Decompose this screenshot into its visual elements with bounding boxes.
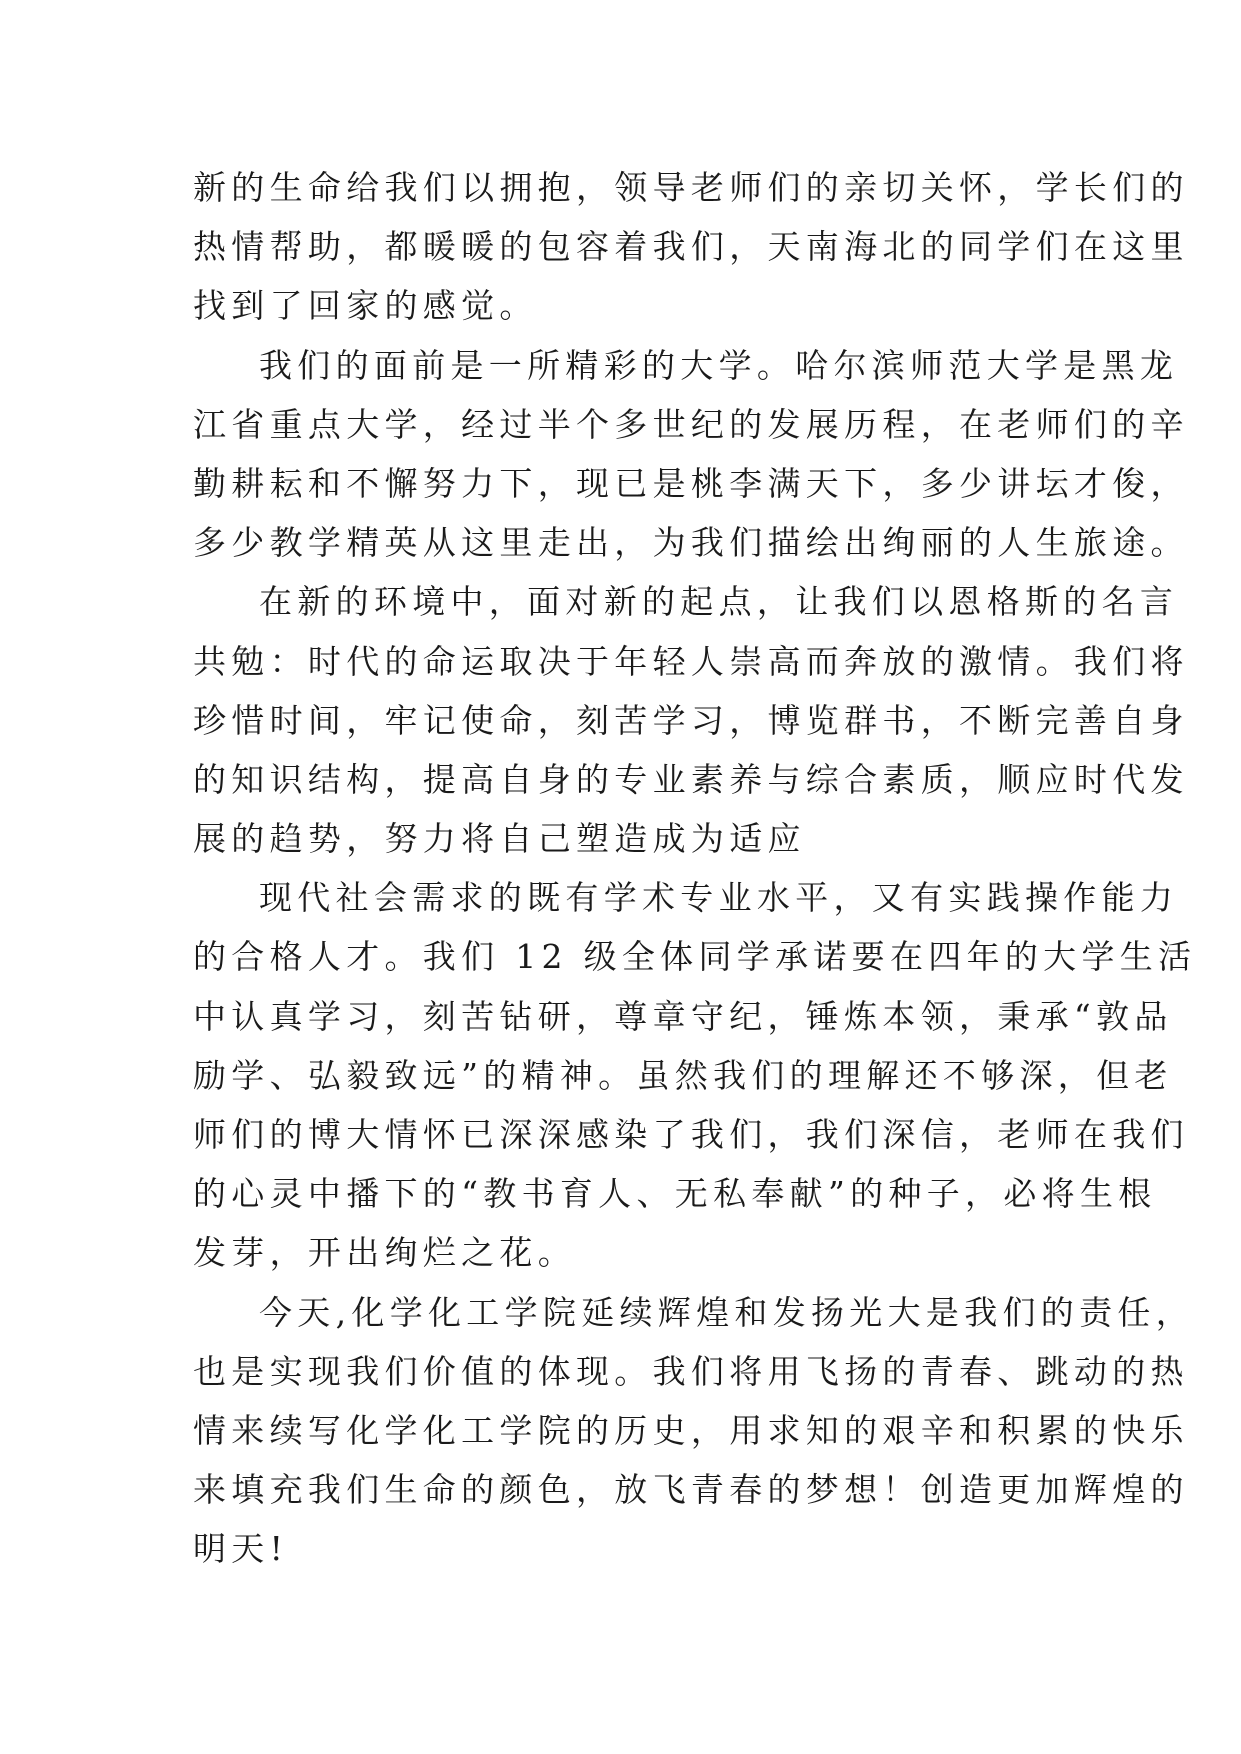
text-line: 新的生命给我们以拥抱，领导老师们的亲切关怀，学长们的 xyxy=(193,168,1189,207)
text-line: 中认真学习，刻苦钻研，尊章守纪，锤炼本领，秉承“敦品 xyxy=(193,996,1173,1036)
text-line: 共勉：时代的命运取决于年轻人崇高而奔放的激情。我们将 xyxy=(193,641,1189,681)
text-line: 励学、弘毅致远”的精神。虽然我们的理解还不够深，但老 xyxy=(193,1055,1173,1095)
text-line: 珍惜时间，牢记使命，刻苦学习，博览群书，不断完善自身 xyxy=(193,700,1189,740)
text-line: 明天! xyxy=(193,1529,289,1569)
text-line: 勤耕耘和不懈努力下，现已是桃李满天下，多少讲坛才俊， xyxy=(193,463,1189,503)
text-line: 找到了回家的感觉。 xyxy=(193,286,538,326)
text-line: 师们的博大情怀已深深感染了我们，我们深信，老师在我们 xyxy=(193,1115,1189,1154)
paragraph-first-line: 我们的面前是一所精彩的大学。哈尔滨师范大学是黑龙 xyxy=(259,345,1179,385)
paragraph-first-line: 在新的环境中，面对新的起点，让我们以恩格斯的名言 xyxy=(259,582,1179,622)
text-line: 的知识结构，提高自身的专业素养与综合素质，顺应时代发 xyxy=(193,759,1189,799)
paragraph-first-line: 今天,化学化工学院延续辉煌和发扬光大是我们的责任， xyxy=(259,1292,1194,1332)
text-line: 多少教学精英从这里走出，为我们描绘出绚丽的人生旅途。 xyxy=(193,523,1189,563)
text-line: 来填充我们生命的颜色，放飞青春的梦想！创造更加辉煌的 xyxy=(193,1470,1189,1510)
text-line: 的心灵中播下的“教书育人、无私奉献”的种子，必将生根 xyxy=(193,1174,1157,1214)
text-line: 展的趋势，努力将自己塑造成为适应 xyxy=(193,819,806,859)
document-body xyxy=(193,158,1197,1579)
text-line: 热情帮助，都暖暖的包容着我们，天南海北的同学们在这里 xyxy=(193,227,1189,267)
text-line: 江省重点大学，经过半个多世纪的发展历程，在老师们的辛 xyxy=(193,404,1189,444)
text-line: 情来续写化学化工学院的历史，用求知的艰辛和积累的快乐 xyxy=(193,1410,1189,1450)
text-line: 发芽，开出绚烂之花。 xyxy=(193,1233,576,1273)
text-line: 也是实现我们价值的体现。我们将用飞扬的青春、跳动的热 xyxy=(193,1351,1189,1391)
text-line: 的合格人才。我们 12 级全体同学承诺要在四年的大学生活 xyxy=(193,937,1197,977)
paragraph-first-line: 现代社会需求的既有学术专业水平，又有实践操作能力 xyxy=(259,878,1179,918)
